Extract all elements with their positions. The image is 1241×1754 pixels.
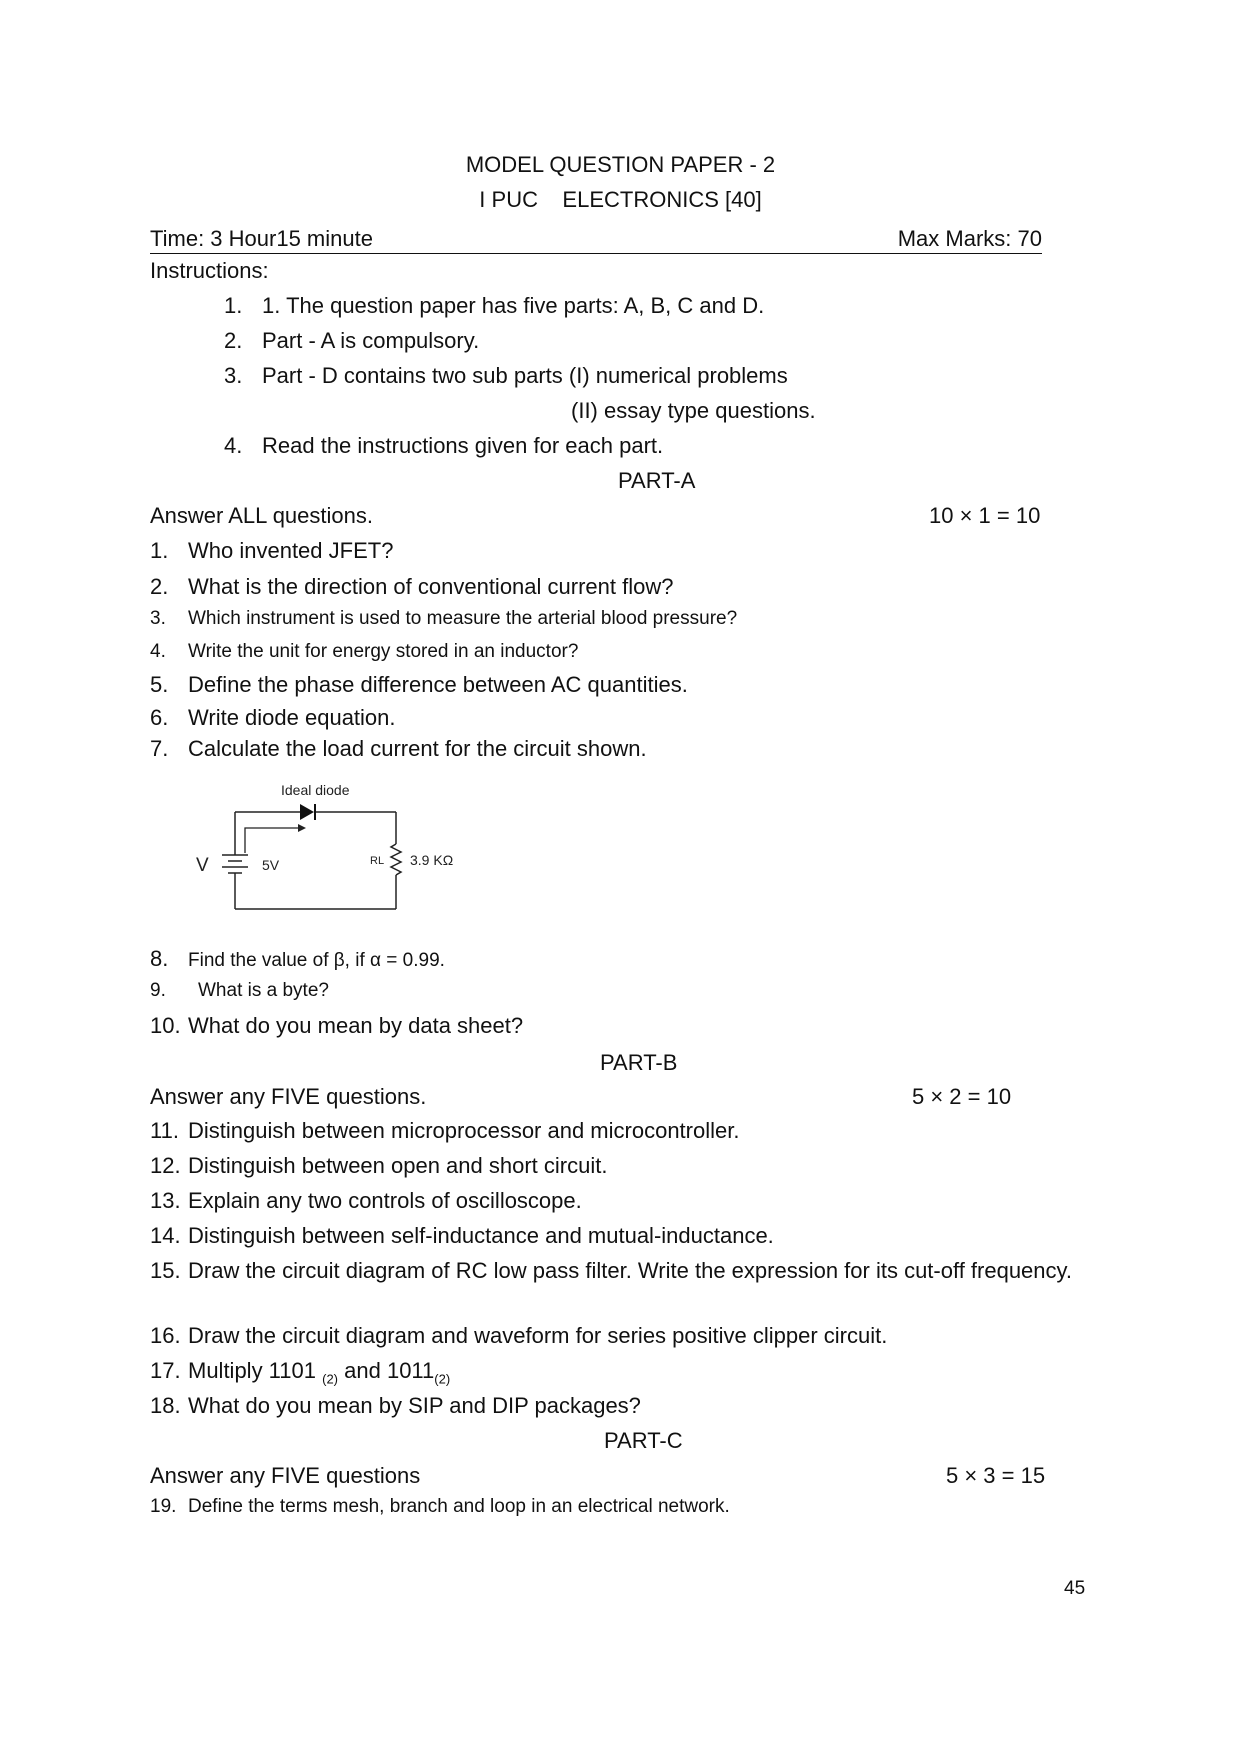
part-a-title: PART-A [618,468,696,493]
instructions-heading: Instructions: [150,258,269,283]
time-allowed: Time: 3 Hour15 minute [150,226,373,251]
instruction-item: 4. Read the instructions given for each part. [224,433,664,458]
question-item: 12. Distinguish between open and short circuit. [150,1153,608,1178]
question-item: 17. Multiply 1101 $_{(2)}$ and $1011_{(2)}$ [150,1358,451,1387]
arrowhead-icon [298,824,306,832]
question-item: 8. Find the value of β, if α = 0.99. [150,946,445,971]
question-item: 14. Distinguish between self-inductance and mutual-inductance. [150,1223,774,1248]
instruction-item: 3. Part - D contains two sub parts (I) numerical problems [224,363,788,388]
question-item: 19. Define the terms mesh, branch and loop in an electrical network. [150,1496,730,1517]
time-marks-line [150,225,1042,254]
resistor-icon [391,844,401,875]
question-item: 3. Which instrument is used to measure the arterial blood pressure? [150,608,738,629]
paper-subtitle: I PUC ELECTRONICS [40] [479,187,762,212]
instruction-item: 2. Part - A is compulsory. [224,328,480,353]
max-marks: Max Marks: 70 [897,226,1042,251]
question-item: 4. Write the unit for energy stored in an inductor? [150,641,579,662]
voltage-label: 5V [262,857,280,873]
diode-label: Ideal diode [281,782,350,798]
question-item: 7. Calculate the load current for the circuit shown. [150,736,647,761]
part-b-marks: 5 × 2 = 10 [912,1084,1012,1109]
question-item: 16. Draw the circuit diagram and waveform for series positive clipper circuit. [150,1323,888,1348]
question-item: 9. What is a byte? [150,980,329,1001]
question-item: 2. What is the direction of conventional current flow? [150,574,674,599]
part-b-instruction: Answer any FIVE questions. [150,1084,427,1109]
diode-circuit-diagram [190,775,470,925]
part-c-instruction: Answer any FIVE questions [150,1463,421,1488]
resistance-label: 3.9 KΩ [410,852,454,868]
part-a-instruction: Answer ALL questions. [150,503,373,528]
diode-icon [300,804,314,820]
question-item: 13. Explain any two controls of oscilloscope. [150,1188,582,1213]
part-c-marks: 5 × 3 = 15 [946,1463,1046,1488]
question-item: 10. What do you mean by data sheet? [150,1013,524,1038]
question-item: 11. Distinguish between microprocessor and microcontroller. [150,1118,740,1143]
question-item: 5. Define the phase difference between AC quantities. [150,672,688,697]
part-b-title: PART-B [600,1050,678,1075]
current-arrow [245,828,298,853]
question-item: 6. Write diode equation. [150,705,396,730]
paper-title: MODEL QUESTION PAPER - 2 [465,152,776,177]
question-item: 1. Who invented JFET? [150,538,394,563]
part-a-marks: 10 × 1 = 10 [929,503,1041,528]
instruction-item: 1. 1. The question paper has five parts: A, B, C and D. [224,293,765,318]
part-c-title: PART-C [604,1428,683,1453]
question-item: 15. Draw the circuit diagram of RC low pass filter. Write the expression for its cut-off frequency. [150,1258,1073,1283]
page-number: 45 [1064,1578,1086,1599]
instruction-item-continued: (II) essay type questions. [571,398,816,423]
question-item: 18. What do you mean by SIP and DIP packages? [150,1393,641,1418]
resistor-label: RL [370,855,385,867]
source-label: V [196,855,209,876]
